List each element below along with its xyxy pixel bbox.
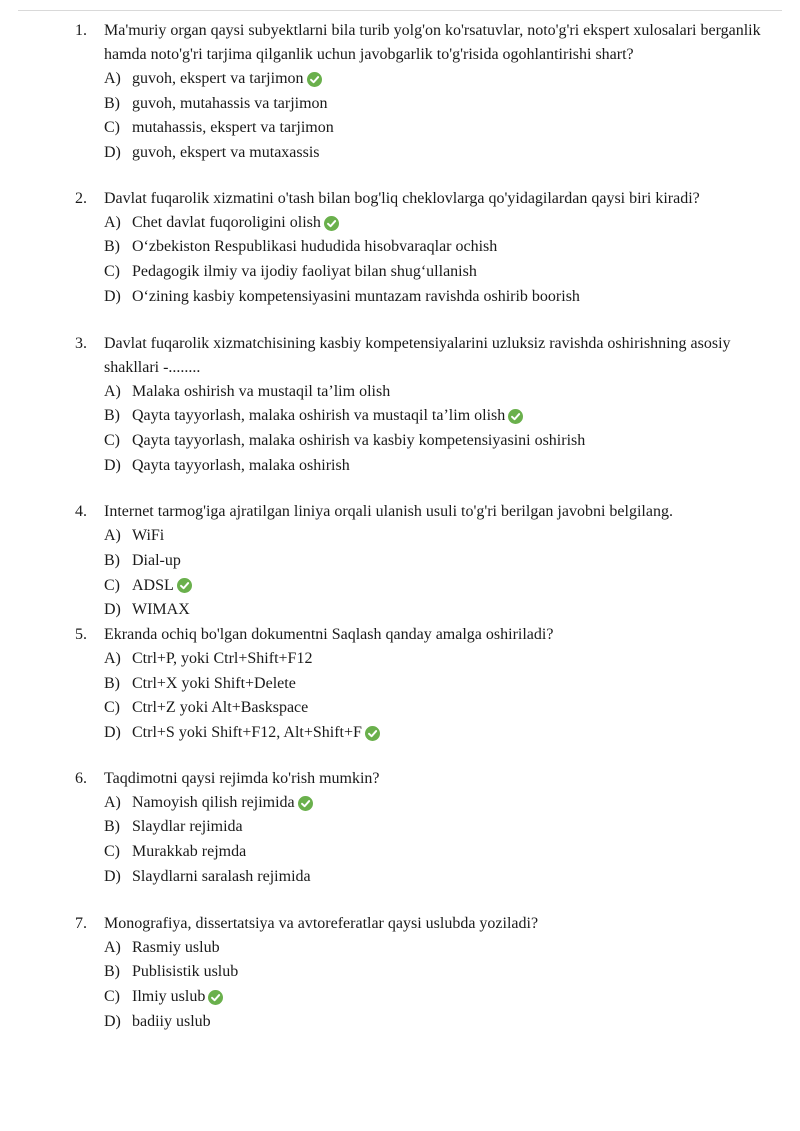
option-d	[104, 721, 775, 746]
options-list	[104, 524, 775, 623]
option-b	[104, 672, 775, 697]
check-circle-icon	[177, 578, 192, 593]
option-d	[104, 285, 775, 310]
option-letter: B)	[104, 963, 120, 981]
option-a	[104, 936, 775, 961]
option-a	[104, 791, 775, 816]
option-c	[104, 116, 775, 141]
option-b	[104, 235, 775, 260]
option-text: Ctrl+Z yoki Alt+Baskspace	[132, 699, 309, 717]
option-letter: D)	[104, 144, 121, 162]
option-letter: A)	[104, 70, 121, 87]
option-text: Qayta tayyorlash, malaka oshirish va kasbiy kompetensiyasini oshirish	[132, 431, 586, 449]
question-number: 3.	[75, 334, 87, 352]
option-c	[104, 985, 775, 1010]
option-text: Slaydlarni saralash rejimida	[132, 867, 311, 885]
option-letter: A)	[104, 382, 121, 400]
options-list	[104, 380, 775, 479]
option-text: Chet davlat fuqoroligini olish	[132, 213, 321, 231]
options-list	[104, 647, 775, 746]
option-text: Publisistik uslub	[132, 963, 239, 981]
question-text: Ekranda ochiq bo'lgan dokumentni Saqlash qanday amalga oshiriladi?	[104, 626, 554, 643]
option-text: ADSL	[132, 576, 174, 594]
option-letter: C)	[104, 263, 120, 281]
option-text: Malaka oshirish va mustaqil ta’lim olish	[132, 382, 391, 400]
option-letter: B)	[104, 407, 120, 425]
option-b	[104, 92, 775, 117]
question-6	[75, 767, 775, 890]
question-text: Internet tarmog'iga ajratilgan liniya orqali ulanish usuli to'g'ri berilgan javobni belgilang.	[104, 503, 673, 521]
option-letter: D)	[104, 1012, 121, 1030]
check-circle-icon	[365, 726, 380, 741]
option-text: Namoyish qilish rejimida	[132, 793, 295, 811]
question-text: Taqdimotni qaysi rejimda ko'rish mumkin?	[104, 769, 380, 787]
options-list	[104, 936, 775, 1035]
option-text: Pedagogik ilmiy va ijodiy faoliyat bilan shug‘ullanish	[132, 263, 477, 281]
option-d	[104, 454, 775, 479]
option-d	[104, 141, 775, 166]
question-number: 2.	[75, 189, 87, 207]
option-letter: B)	[104, 94, 120, 112]
option-a	[104, 211, 775, 236]
option-text: WiFi	[132, 527, 165, 545]
option-text: badiiy uslub	[132, 1012, 211, 1030]
option-letter: C)	[104, 987, 120, 1005]
option-text: Qayta tayyorlash, malaka oshirish va mustaqil ta’lim olish	[132, 407, 506, 425]
option-text: guvoh, ekspert va tarjimon	[132, 70, 304, 87]
question-number: 1.	[75, 22, 87, 39]
options-list	[104, 791, 775, 890]
question-5	[75, 623, 775, 746]
check-circle-icon	[508, 409, 523, 424]
question-7	[75, 912, 775, 1035]
option-text: Ctrl+X yoki Shift+Delete	[132, 674, 296, 692]
check-circle-icon	[298, 796, 313, 811]
option-text: guvoh, ekspert va mutaxassis	[132, 144, 320, 162]
option-text: Ilmiy uslub	[132, 987, 206, 1005]
question-3	[75, 332, 775, 479]
question-text: Ma'muriy organ qaysi subyektlarni bila turib yolg'on ko'rsatuvlar, noto'g'ri ekspert xulosalari berganlik hamda noto'g'ri tarjima qilganlik uchun javobgarlik to'g'risida ogohlantirishi shart?	[104, 22, 761, 63]
option-letter: D)	[104, 287, 121, 305]
option-text: Dial-up	[132, 551, 181, 569]
question-number: 6.	[75, 769, 87, 787]
option-letter: B)	[104, 551, 120, 569]
option-d	[104, 1010, 775, 1035]
question-text: Davlat fuqarolik xizmatchisining kasbiy kompetensiyalarini uzluksiz ravishda oshirishning asosiy shakllari -........	[104, 334, 731, 376]
option-a	[104, 524, 775, 549]
option-text: O‘zining kasbiy kompetensiyasini muntazam ravishda oshirib boorish	[132, 287, 580, 305]
option-letter: B)	[104, 818, 120, 836]
option-c	[104, 696, 775, 721]
options-list	[104, 211, 775, 310]
check-circle-icon	[307, 72, 322, 87]
option-letter: B)	[104, 674, 120, 692]
question-4	[75, 500, 775, 623]
option-text: mutahassis, ekspert va tarjimon	[132, 119, 334, 137]
question-number: 5.	[75, 626, 87, 643]
option-text: O‘zbekiston Respublikasi hududida hisobvaraqlar ochish	[132, 238, 498, 256]
option-b	[104, 815, 775, 840]
option-text: Ctrl+S yoki Shift+F12, Alt+Shift+F	[132, 724, 362, 742]
option-text: Rasmiy uslub	[132, 938, 220, 956]
option-text: Murakkab rejmda	[132, 843, 247, 861]
option-c	[104, 260, 775, 285]
question-1	[75, 19, 775, 166]
option-letter: C)	[104, 843, 120, 861]
option-a	[104, 380, 775, 405]
option-c	[104, 840, 775, 865]
option-letter: A)	[104, 527, 121, 545]
option-letter: B)	[104, 238, 120, 256]
option-c	[104, 574, 775, 599]
question-2	[75, 187, 775, 310]
option-letter: D)	[104, 601, 121, 619]
option-b	[104, 404, 775, 429]
option-text: Slaydlar rejimida	[132, 818, 243, 836]
option-a	[104, 67, 775, 92]
option-letter: A)	[104, 213, 121, 231]
page-top-divider	[18, 10, 782, 11]
question-text: Davlat fuqarolik xizmatini o'tash bilan bog'liq cheklovlarga qo'yidagilardan qaysi biri kiradi?	[104, 189, 700, 207]
option-text: Qayta tayyorlash, malaka oshirish	[132, 456, 350, 474]
option-letter: D)	[104, 456, 121, 474]
option-d	[104, 865, 775, 890]
option-letter: A)	[104, 938, 121, 956]
option-letter: A)	[104, 650, 121, 667]
option-d	[104, 598, 775, 623]
question-text: Monografiya, dissertatsiya va avtoreferatlar qaysi uslubda yoziladi?	[104, 914, 539, 932]
options-list	[104, 67, 775, 166]
option-letter: D)	[104, 867, 121, 885]
option-c	[104, 429, 775, 454]
quiz-page	[0, 16, 800, 1034]
option-letter: C)	[104, 699, 120, 717]
option-text: WIMAX	[132, 601, 190, 619]
option-b	[104, 960, 775, 985]
option-a	[104, 647, 775, 672]
option-text: guvoh, mutahassis va tarjimon	[132, 94, 328, 112]
question-number: 7.	[75, 914, 87, 932]
option-letter: C)	[104, 119, 120, 137]
option-letter: A)	[104, 793, 121, 811]
check-circle-icon	[208, 990, 223, 1005]
option-b	[104, 549, 775, 574]
question-number: 4.	[75, 503, 87, 521]
option-text: Ctrl+P, yoki Ctrl+Shift+F12	[132, 650, 313, 667]
option-letter: C)	[104, 576, 120, 594]
check-circle-icon	[324, 216, 339, 231]
option-letter: C)	[104, 431, 120, 449]
option-letter: D)	[104, 724, 121, 742]
